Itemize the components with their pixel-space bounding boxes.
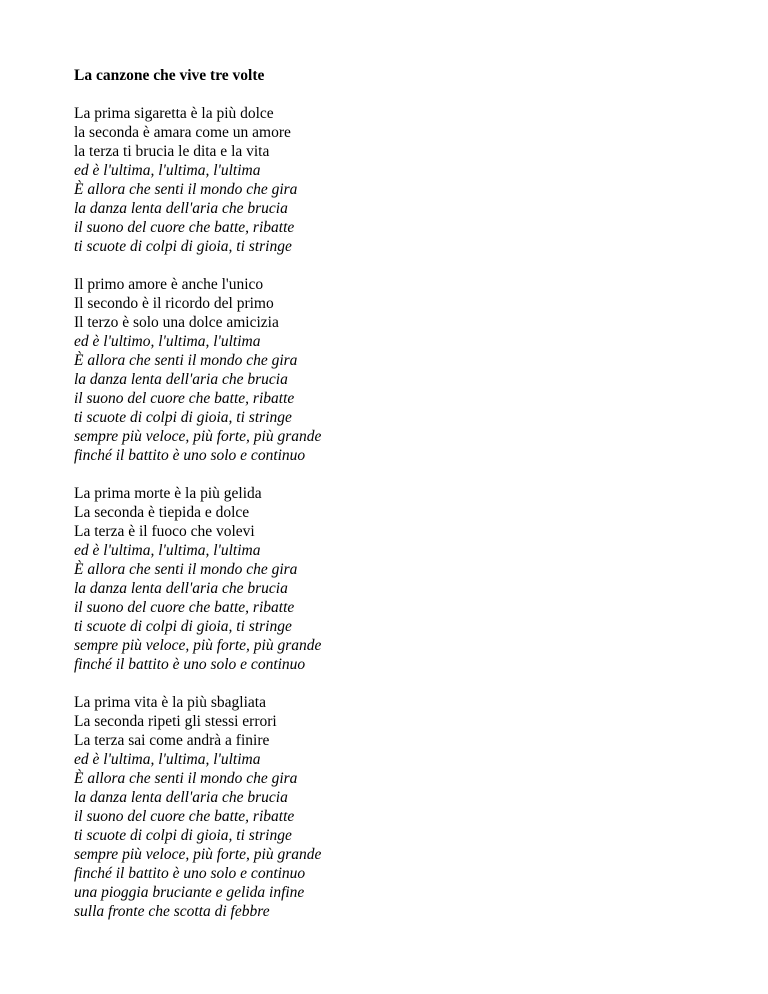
poem-line: La prima vita è la più sbagliata: [74, 694, 266, 711]
poem-line: finché il battito è uno solo e continuo: [74, 865, 306, 882]
poem-line: È allora che senti il mondo che gira: [74, 352, 298, 369]
poem-line: sempre più veloce, più forte, più grande: [74, 846, 322, 863]
stanza-1: [74, 104, 714, 256]
poem-line: una pioggia bruciante e gelida infine: [74, 884, 305, 901]
poem-line: La prima sigaretta è la più dolce: [74, 105, 274, 122]
poem-line: È allora che senti il mondo che gira: [74, 561, 298, 578]
poem-line: ti scuote di colpi di gioia, ti stringe: [74, 409, 292, 426]
poem-line: ed è l'ultima, l'ultima, l'ultima: [74, 162, 261, 179]
poem-line: È allora che senti il mondo che gira: [74, 770, 298, 787]
stanza-2: [74, 275, 714, 465]
poem-line: finché il battito è uno solo e continuo: [74, 656, 306, 673]
poem-line: la seconda è amara come un amore: [74, 124, 291, 141]
poem-line: La seconda ripeti gli stessi errori: [74, 713, 277, 730]
poem-line: ti scuote di colpi di gioia, ti stringe: [74, 827, 292, 844]
poem-line: la danza lenta dell'aria che brucia: [74, 200, 288, 217]
poem-line: finché il battito è uno solo e continuo: [74, 447, 306, 464]
poem-line: la terza ti brucia le dita e la vita: [74, 143, 270, 160]
poem-line: la danza lenta dell'aria che brucia: [74, 789, 288, 806]
stanza-3: [74, 484, 714, 674]
poem-line: sempre più veloce, più forte, più grande: [74, 428, 322, 445]
poem-line: ed è l'ultimo, l'ultima, l'ultima: [74, 333, 261, 350]
poem-line: sulla fronte che scotta di febbre: [74, 903, 270, 920]
poem-line: ed è l'ultima, l'ultima, l'ultima: [74, 542, 261, 559]
poem-line: La seconda è tiepida e dolce: [74, 504, 250, 521]
poem-line: il suono del cuore che batte, ribatte: [74, 808, 295, 825]
poem-line: Il primo amore è anche l'unico: [74, 276, 264, 293]
poem-line: sempre più veloce, più forte, più grande: [74, 637, 322, 654]
poem-line: La terza sai come andrà a finire: [74, 732, 270, 749]
poem-line: La terza è il fuoco che volevi: [74, 523, 255, 540]
poem-line: ed è l'ultima, l'ultima, l'ultima: [74, 751, 261, 768]
poem-line: Il secondo è il ricordo del primo: [74, 295, 274, 312]
stanza-4: [74, 693, 714, 921]
poem-line: La prima morte è la più gelida: [74, 485, 262, 502]
poem-body: [74, 104, 714, 921]
poem-line: la danza lenta dell'aria che brucia: [74, 580, 288, 597]
poem-line: ti scuote di colpi di gioia, ti stringe: [74, 238, 292, 255]
poem-line: il suono del cuore che batte, ribatte: [74, 219, 295, 236]
poem-line: È allora che senti il mondo che gira: [74, 181, 298, 198]
poem-line: il suono del cuore che batte, ribatte: [74, 390, 295, 407]
poem-line: il suono del cuore che batte, ribatte: [74, 599, 295, 616]
document-page: [74, 66, 714, 940]
poem-title: La canzone che vive tre volte: [74, 67, 265, 84]
poem-line: Il terzo è solo una dolce amicizia: [74, 314, 279, 331]
poem-line: la danza lenta dell'aria che brucia: [74, 371, 288, 388]
poem-line: ti scuote di colpi di gioia, ti stringe: [74, 618, 292, 635]
